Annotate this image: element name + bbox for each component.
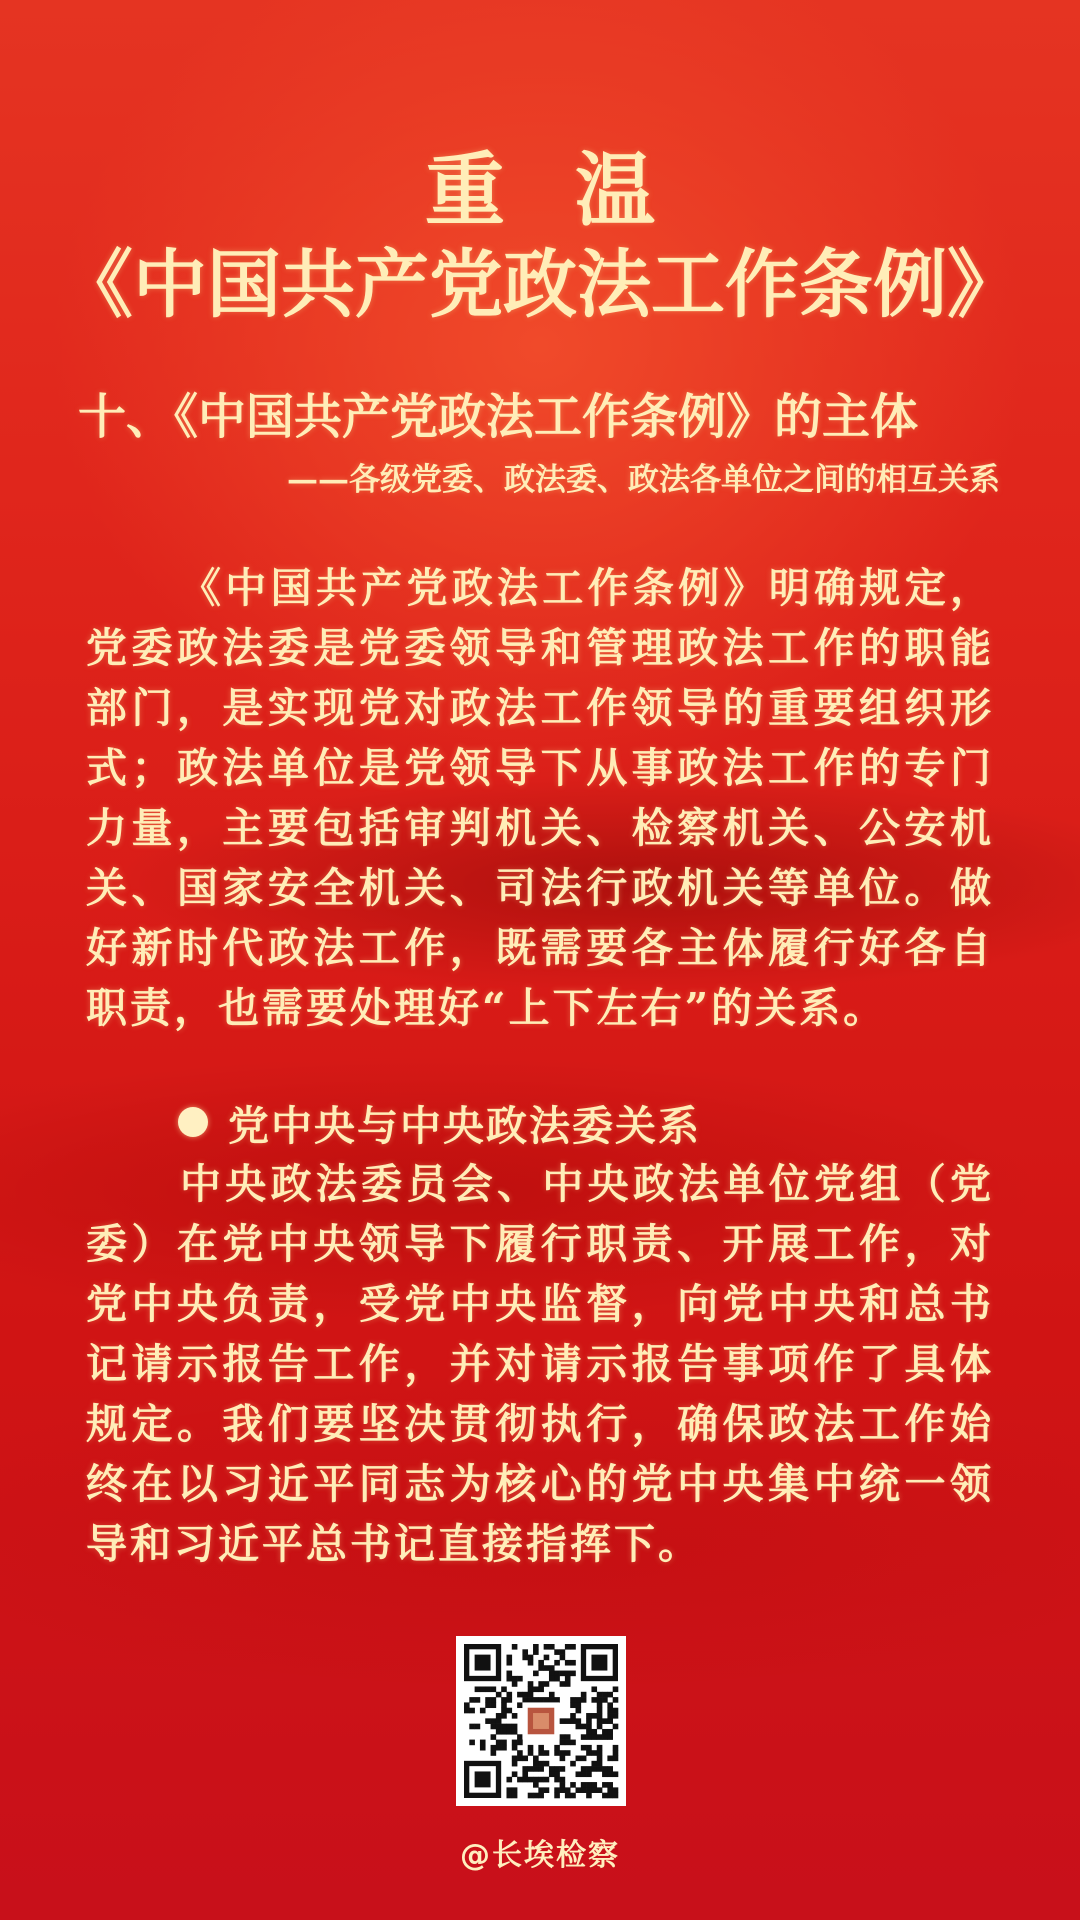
account-handle: @长埃检察 [460, 1838, 620, 1873]
subsection-heading-row [178, 1092, 701, 1152]
intro-paragraph: 《中国共产党政法工作条例》明确规定，党委政法委是党委领导和管理政法工作的职能部门，是实现党对政法工作领导的重要组织形式；政法单位是党领导下从事政法工作的专门力量，主要包括审判机关、检察机关、公安机关、国家安全机关、司法行政机关等单位。做好新时代政法工作，既需要各主体履行好各自职责，也需要处理好“上下左右”的关系。 [86, 564, 994, 1032]
section-subheading: ——各级党委、政法委、政法各单位之间的相互关系 [287, 462, 1000, 498]
title-document-name: 《中国共产党政法工作条例》 [59, 242, 1021, 328]
section-heading: 十、《中国共产党政法工作条例》的主体 [78, 389, 919, 445]
qr-code-icon [456, 1636, 626, 1806]
subsection-paragraph: 中央政法委员会、中央政法单位党组（党委）在党中央领导下履行职责、开展工作，对党中央负责，受党中央监督，向党中央和总书记请示报告工作，并对请示报告事项作了具体规定。我们要坚决贯彻执行，确保政法工作始终在以习近平同志为核心的党中央集中统一领导和习近平总书记直接指挥下。 [86, 1160, 994, 1568]
title-main: 重温 [425, 143, 725, 237]
subsection-heading: 党中央与中央政法委关系 [228, 1101, 701, 1150]
bullet-dot-icon [178, 1107, 208, 1137]
